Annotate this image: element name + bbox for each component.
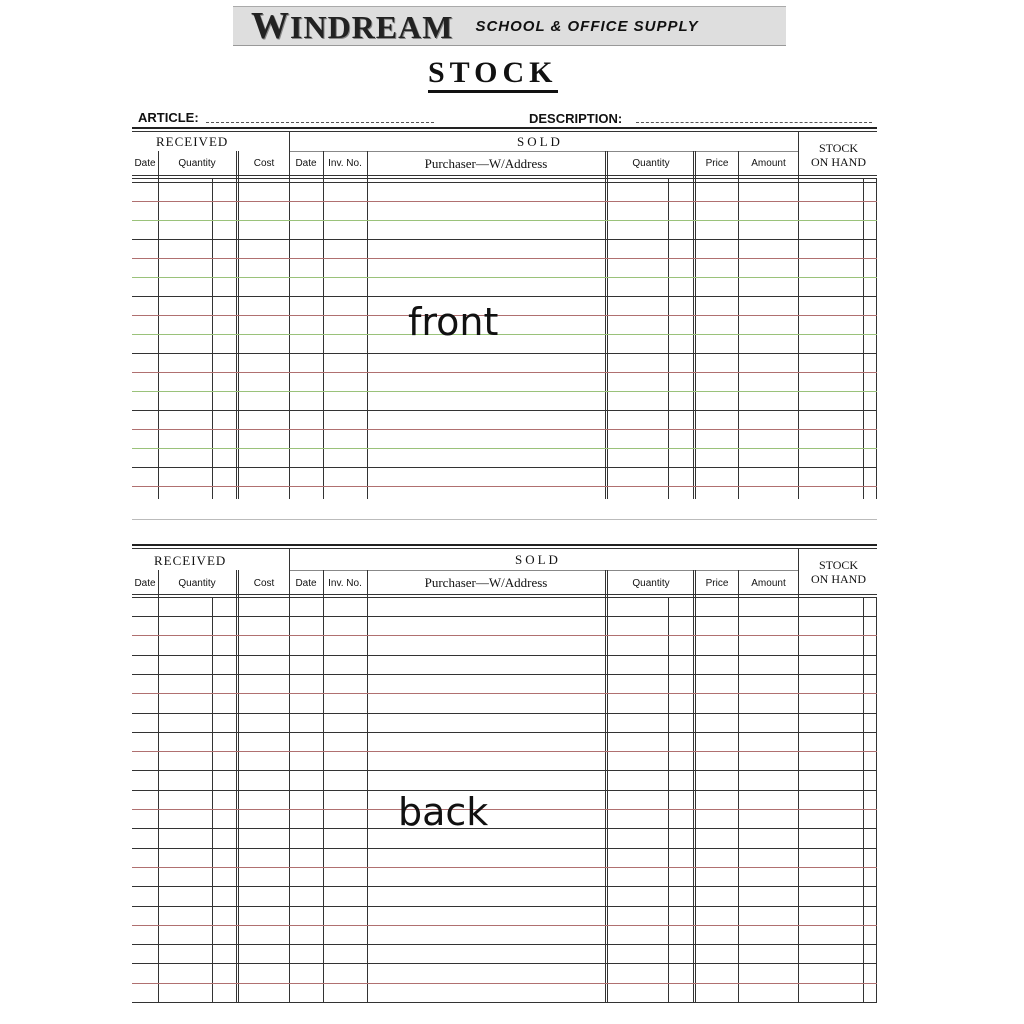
table-row-line (132, 963, 877, 964)
table-row-line (132, 429, 877, 430)
col-purchaser: Purchaser—W/Address (424, 575, 548, 590)
col-price: Price (705, 158, 729, 169)
col-quantity-sold: Quantity (632, 578, 670, 589)
col-date-received: Date (134, 578, 156, 589)
table-row-line (132, 790, 877, 791)
received-header: RECEIVED (154, 553, 227, 568)
table-row-line (132, 925, 877, 926)
table-row-line (132, 258, 877, 259)
table-row-line (132, 770, 877, 771)
stock-on-hand-header (800, 141, 877, 169)
table-row-line (132, 732, 877, 733)
brand-logo (251, 4, 453, 48)
brand-name: INDREAM (290, 9, 454, 45)
table-row-line (132, 809, 877, 810)
table-row-line (132, 983, 877, 984)
table-row-line (132, 334, 877, 335)
table-row-line (132, 616, 877, 617)
sold-header: SOLD (517, 134, 563, 149)
col-purchaser: Purchaser—W/Address (424, 156, 548, 171)
col-amount: Amount (751, 158, 786, 169)
table-row-line (132, 944, 877, 945)
stock-line1: STOCK (818, 141, 859, 155)
stock-line2: ON HAND (811, 572, 866, 586)
front-label: front (408, 300, 499, 344)
col-quantity-received: Quantity (178, 158, 216, 169)
col-cost: Cost (253, 578, 275, 589)
sold-header: SOLD (515, 552, 561, 567)
col-price: Price (705, 578, 729, 589)
table-row-line (132, 886, 877, 887)
col-inv-no: Inv. No. (328, 578, 362, 589)
table-row-line (132, 448, 877, 449)
stock-line2: ON HAND (811, 155, 866, 169)
table-row-line (132, 220, 877, 221)
col-date-received: Date (134, 158, 156, 169)
table-row-line (132, 353, 877, 354)
table-row-line (132, 467, 877, 468)
col-inv-no: Inv. No. (328, 158, 362, 169)
table-row-line (132, 635, 877, 636)
article-label: ARTICLE: (138, 110, 199, 125)
stock-on-hand-header (800, 558, 877, 586)
table-row-line (132, 201, 877, 202)
table-row-line (132, 693, 877, 694)
form-title: STOCK (428, 56, 558, 93)
stock-table-back (132, 544, 877, 1002)
table-row-line (132, 486, 877, 487)
col-quantity-received: Quantity (178, 578, 216, 589)
table-row-line (132, 182, 877, 183)
col-amount: Amount (751, 578, 786, 589)
stock-line1: STOCK (818, 558, 859, 572)
col-date-sold: Date (295, 158, 317, 169)
table-row-line (132, 828, 877, 829)
brand-banner (233, 6, 786, 46)
table-row-line (132, 296, 877, 297)
description-field[interactable] (636, 122, 872, 123)
table-row-line (132, 277, 877, 278)
brand-initial: W (251, 5, 290, 47)
table-row-line (132, 674, 877, 675)
table-row-line (132, 1002, 877, 1003)
col-quantity-sold: Quantity (632, 158, 670, 169)
table-row-line (132, 372, 877, 373)
received-header: RECEIVED (156, 134, 229, 149)
table-row-line (132, 713, 877, 714)
table-row-line (132, 751, 877, 752)
description-label: DESCRIPTION: (529, 111, 623, 126)
table-row-line (132, 867, 877, 868)
table-row-line (132, 391, 877, 392)
table-row-line (132, 410, 877, 411)
stock-table-front (132, 127, 877, 499)
table-row-line (132, 906, 877, 907)
table-row-line (132, 848, 877, 849)
brand-tagline: SCHOOL & OFFICE SUPPLY (475, 17, 699, 35)
table-row-line (132, 239, 877, 240)
col-cost: Cost (253, 158, 275, 169)
col-date-sold: Date (295, 578, 317, 589)
article-field[interactable] (206, 122, 434, 123)
back-label: back (398, 790, 489, 834)
table-row-line (132, 655, 877, 656)
table-row-line (132, 315, 877, 316)
